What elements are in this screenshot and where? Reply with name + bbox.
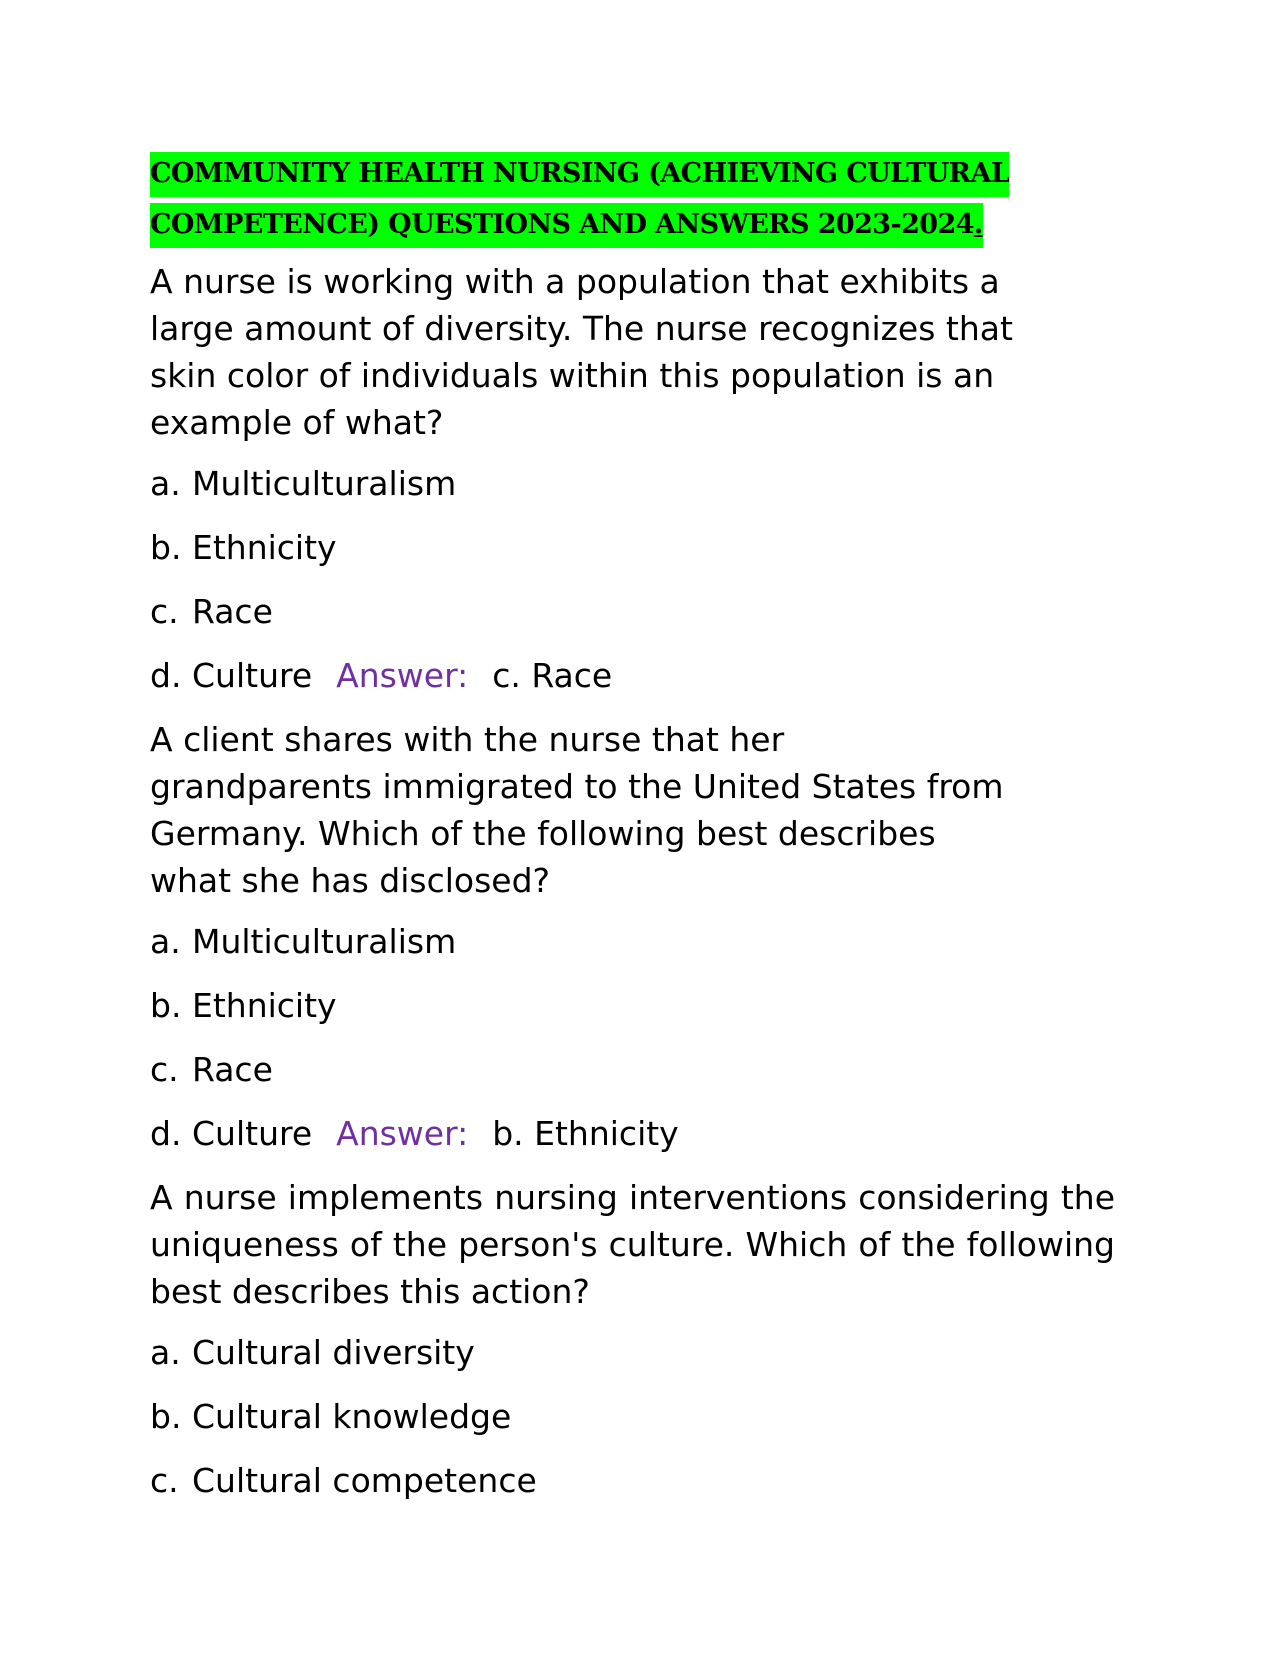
question-2-answer: b. Ethnicity [492, 1114, 679, 1153]
question-1-text: A nurse is working with a population that exhibits a large amount of diversity. The nurse recognizes that skin color of individuals within this population is an example of what? [150, 262, 1013, 442]
question-1-option-a: a. Multiculturalism [150, 464, 457, 503]
question-2-option-d: d. Culture Answer: b. Ethnicity [150, 1114, 679, 1153]
question-2-option-c: c. Race [150, 1050, 273, 1089]
title-line-2: COMPETENCE) QUESTIONS AND ANSWERS 2023-2024 [150, 203, 974, 248]
answer-label: Answer: [336, 1114, 469, 1153]
question-2-option-b: b. Ethnicity [150, 986, 337, 1025]
question-1-answer: c. Race [492, 656, 613, 695]
document-page [150, 148, 1115, 1521]
answer-label: Answer: [336, 656, 469, 695]
title-period: . [974, 203, 983, 248]
question-1-option-d: d. Culture Answer: c. Race [150, 656, 613, 695]
document-title [150, 148, 1115, 250]
question-3-option-c: c. Cultural competence [150, 1461, 537, 1500]
question-3-text: A nurse implements nursing interventions considering the uniqueness of the person's culture. Which of the following best describes this action? [150, 1178, 1115, 1311]
question-1-option-c: c. Race [150, 592, 273, 631]
question-2-text: A client shares with the nurse that her grandparents immigrated to the United States from Germany. Which of the following best describes what she has disclosed? [150, 720, 1004, 900]
question-3-option-b: b. Cultural knowledge [150, 1397, 512, 1436]
title-line-1: COMMUNITY HEALTH NURSING (ACHIEVING CULTURAL [150, 152, 1009, 197]
question-1-option-b: b. Ethnicity [150, 528, 337, 567]
question-3-option-a: a. Cultural diversity [150, 1333, 475, 1372]
question-2-option-a: a. Multiculturalism [150, 922, 457, 961]
